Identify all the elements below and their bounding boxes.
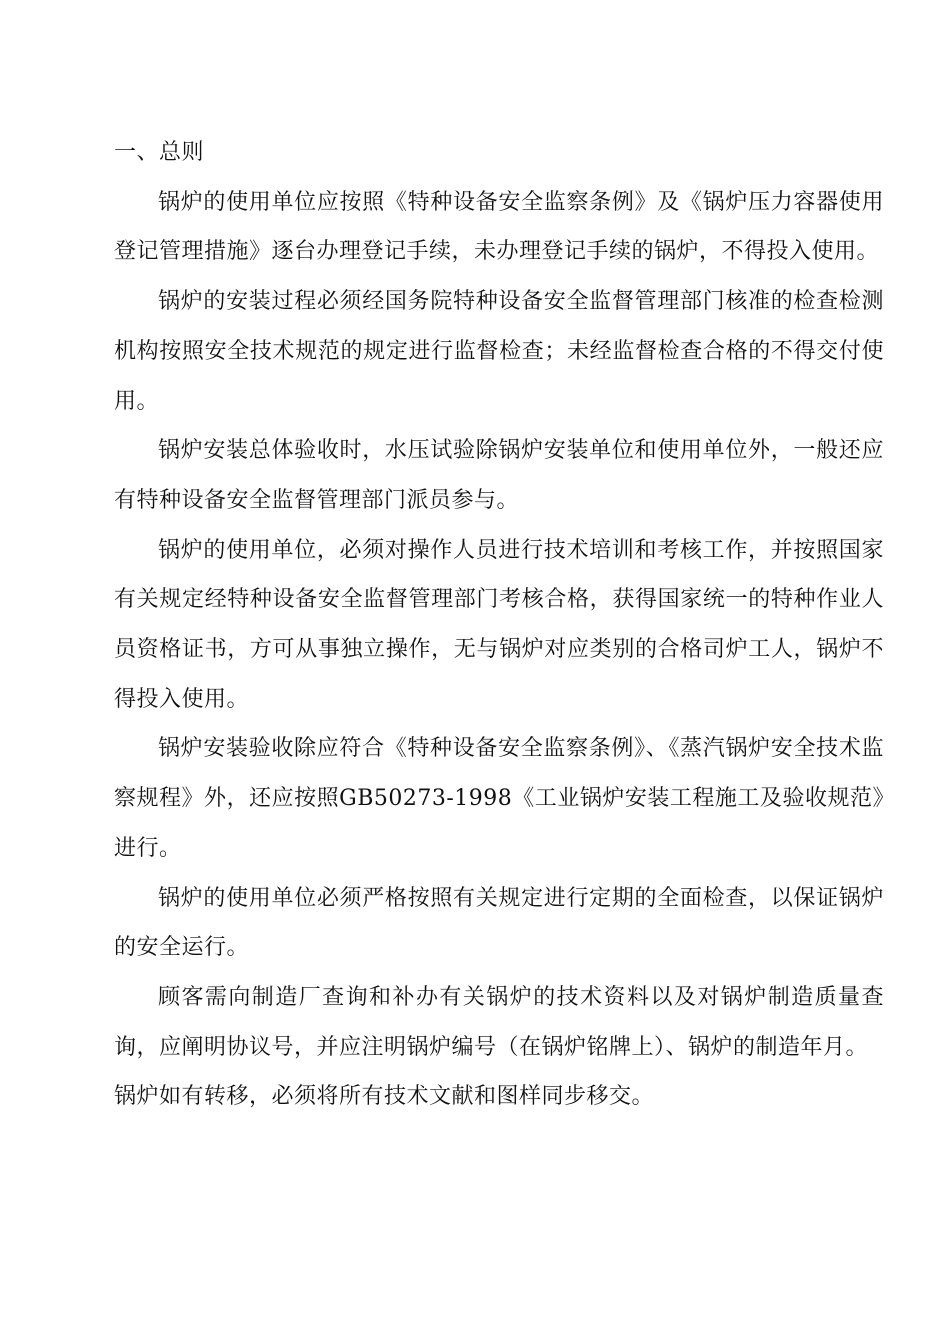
document-body — [114, 128, 884, 1122]
paragraph-periodic-inspection: 锅炉的使用单位必须严格按照有关规定进行定期的全面检查，以保证锅炉的安全运行。 — [114, 885, 884, 961]
paragraph-transfer: 锅炉如有转移，必须将所有技术文献和图样同步移交。 — [114, 1084, 655, 1110]
paragraph-customer-inquiry: 顾客需向制造厂查询和补办有关锅炉的技术资料以及对锅炉制造质量查询，应阐明协议号，并应注明锅炉编号（在锅炉铭牌上）、锅炉的制造年月。 — [114, 984, 884, 1060]
paragraph-acceptance-standards: 锅炉安装验收除应符合《特种设备安全监察条例》、《蒸汽锅炉安全技术监察规程》外，还应按照GB50273-1998《工业锅炉安装工程施工及验收规范》进行。 — [114, 736, 884, 861]
paragraph-operator-training: 锅炉的使用单位，必须对操作人员进行技术培训和考核工作，并按照国家有关规定经特种设备安全监督管理部门考核合格，获得国家统一的特种作业人员资格证书，方可从事独立操作，无与锅炉对应类别的合格司炉工人，锅炉不得投入使用。 — [114, 537, 884, 712]
section-heading: 一、总则 — [114, 140, 205, 165]
paragraph-installation-inspection: 锅炉的安装过程必须经国务院特种设备安全监督管理部门核准的检查检测机构按照安全技术规范的规定进行监督检查；未经监督检查合格的不得交付使用。 — [114, 289, 884, 414]
paragraph-registration: 锅炉的使用单位应按照《特种设备安全监察条例》及《锅炉压力容器使用登记管理措施》逐台办理登记手续，未办理登记手续的锅炉，不得投入使用。 — [114, 189, 884, 265]
paragraph-acceptance-test: 锅炉安装总体验收时，水压试验除锅炉安装单位和使用单位外，一般还应有特种设备安全监督管理部门派员参与。 — [114, 438, 884, 513]
